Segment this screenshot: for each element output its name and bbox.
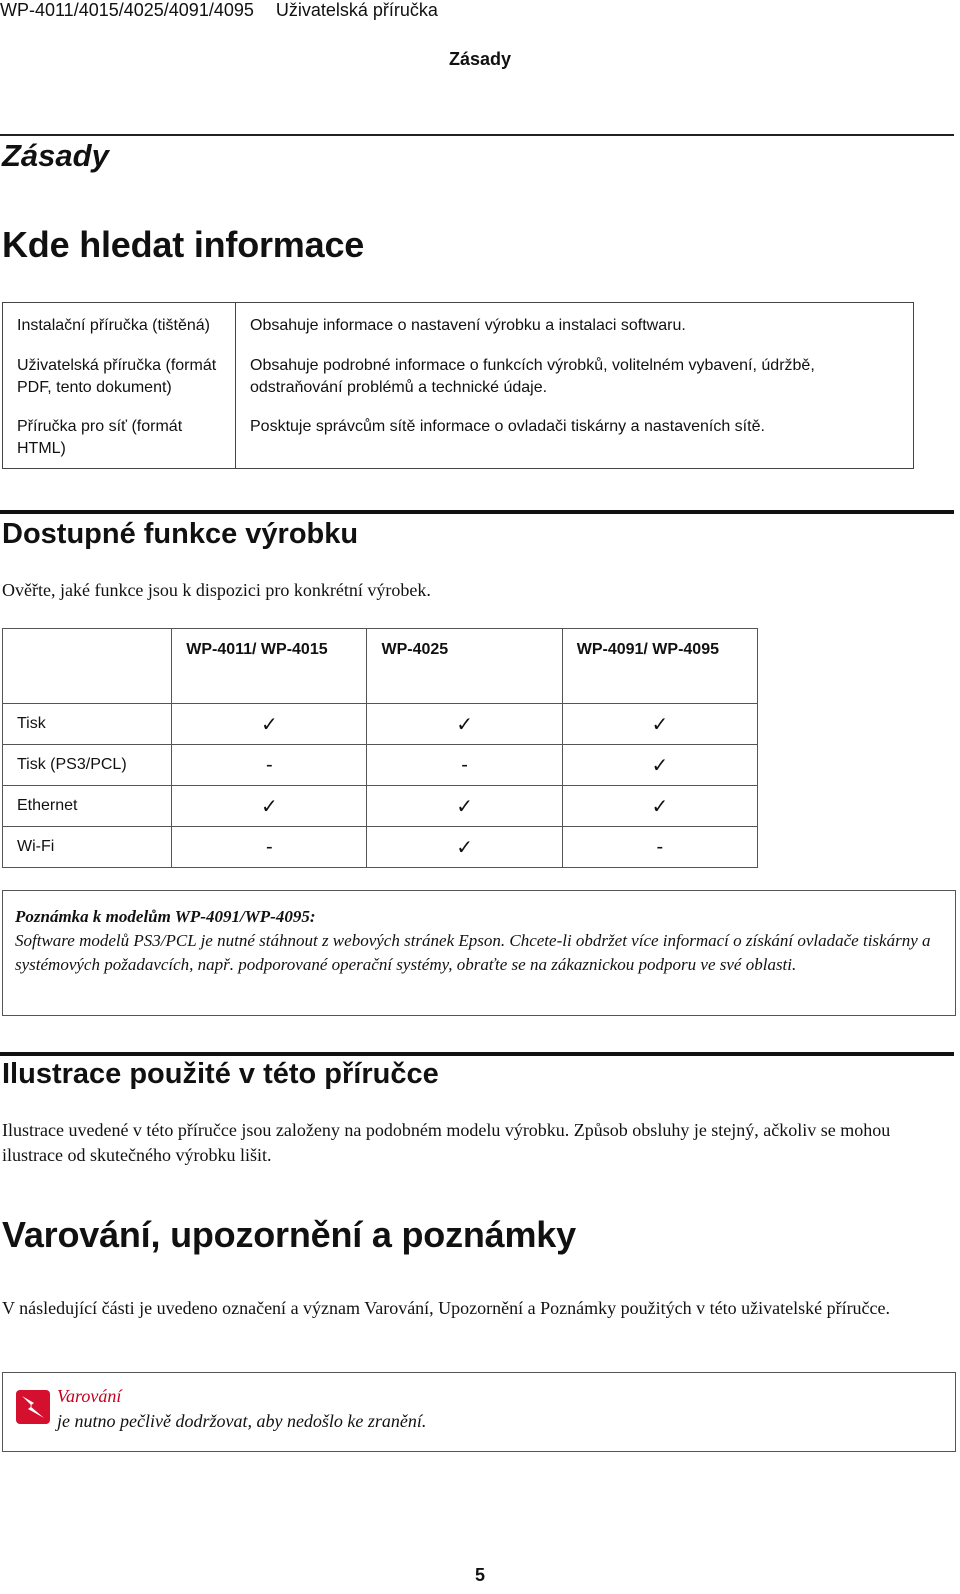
section-rule: [0, 1052, 954, 1056]
feature-value: ✓: [367, 704, 562, 745]
table-cell-desc: Obsahuje informace o nastavení výrobku a instalaci softwaru.: [236, 303, 914, 347]
feature-label: Ethernet: [3, 786, 172, 827]
warning-text: je nutno pečlivě dodržovat, aby nedošlo ke zranění.: [57, 1411, 427, 1431]
header-models: WP-4011/4015/4025/4091/4095: [0, 0, 254, 20]
note-text: Software modelů PS3/PCL je nutné stáhnout z webových stránek Epson. Chcete-li obdržet více informací o získání ovladače tiskárny a systémových požadavcích, např. podporované operační systémy, obraťte se na zákaznickou podporu ve své oblasti.: [15, 931, 931, 974]
section-title-features: Dostupné funkce výrobku: [2, 518, 359, 550]
feature-value: ✓: [367, 786, 562, 827]
header-rule: [0, 134, 954, 136]
feature-value: ✓: [562, 786, 757, 827]
page-number: 5: [474, 1565, 485, 1585]
feature-label: Tisk (PS3/PCL): [3, 745, 172, 786]
header-section: Zásady: [448, 49, 512, 69]
table-header: WP-4025: [367, 629, 562, 704]
feature-value: ✓: [562, 704, 757, 745]
feature-value: -: [172, 827, 367, 868]
section-title-where: Kde hledat informace: [2, 224, 365, 265]
table-row: [3, 303, 914, 347]
feature-value: ✓: [562, 745, 757, 786]
chapter-title: Zásady: [2, 138, 109, 173]
features-intro: Ověřte, jaké funkce jsou k dispozici pro konkrétní výrobek.: [2, 580, 431, 600]
table-row: [3, 786, 758, 827]
table-cell-doc: Instalační příručka (tištěná): [3, 303, 236, 347]
feature-table: [2, 628, 758, 868]
table-header-row: [3, 629, 758, 704]
warnings-text: V následující části je uvedeno označení a význam Varování, Upozornění a Poznámky použitých v této uživatelské příručce.: [2, 1298, 891, 1318]
feature-value: -: [562, 827, 757, 868]
note-box: [2, 890, 956, 1016]
table-header: WP-4091/ WP-4095: [562, 629, 757, 704]
section-title-warnings: Varování, upozornění a poznámky: [2, 1214, 576, 1255]
table-row: [3, 704, 758, 745]
feature-value: ✓: [172, 704, 367, 745]
warning-title: Varování: [57, 1386, 122, 1406]
feature-value: -: [367, 745, 562, 786]
info-table: [2, 302, 914, 469]
header-guide: Uživatelská příručka: [275, 0, 438, 20]
illustrations-text: Ilustrace uvedené v této příručce jsou založeny na podobném modelu výrobku. Způsob obsluhy je stejný, ačkoliv se mohou ilustrace od skutečného výrobku lišit.: [2, 1120, 891, 1165]
table-header: WP-4011/ WP-4015: [172, 629, 367, 704]
warning-box: [2, 1372, 956, 1452]
running-header: [0, 0, 438, 21]
table-row: [3, 407, 914, 469]
table-row: [3, 827, 758, 868]
table-row: [3, 745, 758, 786]
table-header-empty: [3, 629, 172, 704]
table-cell-doc: Uživatelská příručka (formát PDF, tento dokument): [3, 346, 236, 407]
warning-icon: [15, 1389, 51, 1425]
feature-value: -: [172, 745, 367, 786]
feature-label: Wi-Fi: [3, 827, 172, 868]
feature-label: Tisk: [3, 704, 172, 745]
feature-value: ✓: [172, 786, 367, 827]
table-cell-desc: Obsahuje podrobné informace o funkcích výrobků, volitelném vybavení, údržbě, odstraňování problémů a technické údaje.: [236, 346, 914, 407]
section-rule: [0, 510, 954, 514]
table-row: [3, 346, 914, 407]
table-cell-doc: Příručka pro síť (formát HTML): [3, 407, 236, 469]
note-title: Poznámka k modelům WP-4091/WP-4095:: [15, 907, 316, 926]
table-cell-desc: Posktuje správcům sítě informace o ovladači tiskárny a nastaveních sítě.: [236, 407, 914, 469]
feature-value: ✓: [367, 827, 562, 868]
section-title-illustrations: Ilustrace použité v této příručce: [2, 1058, 439, 1090]
